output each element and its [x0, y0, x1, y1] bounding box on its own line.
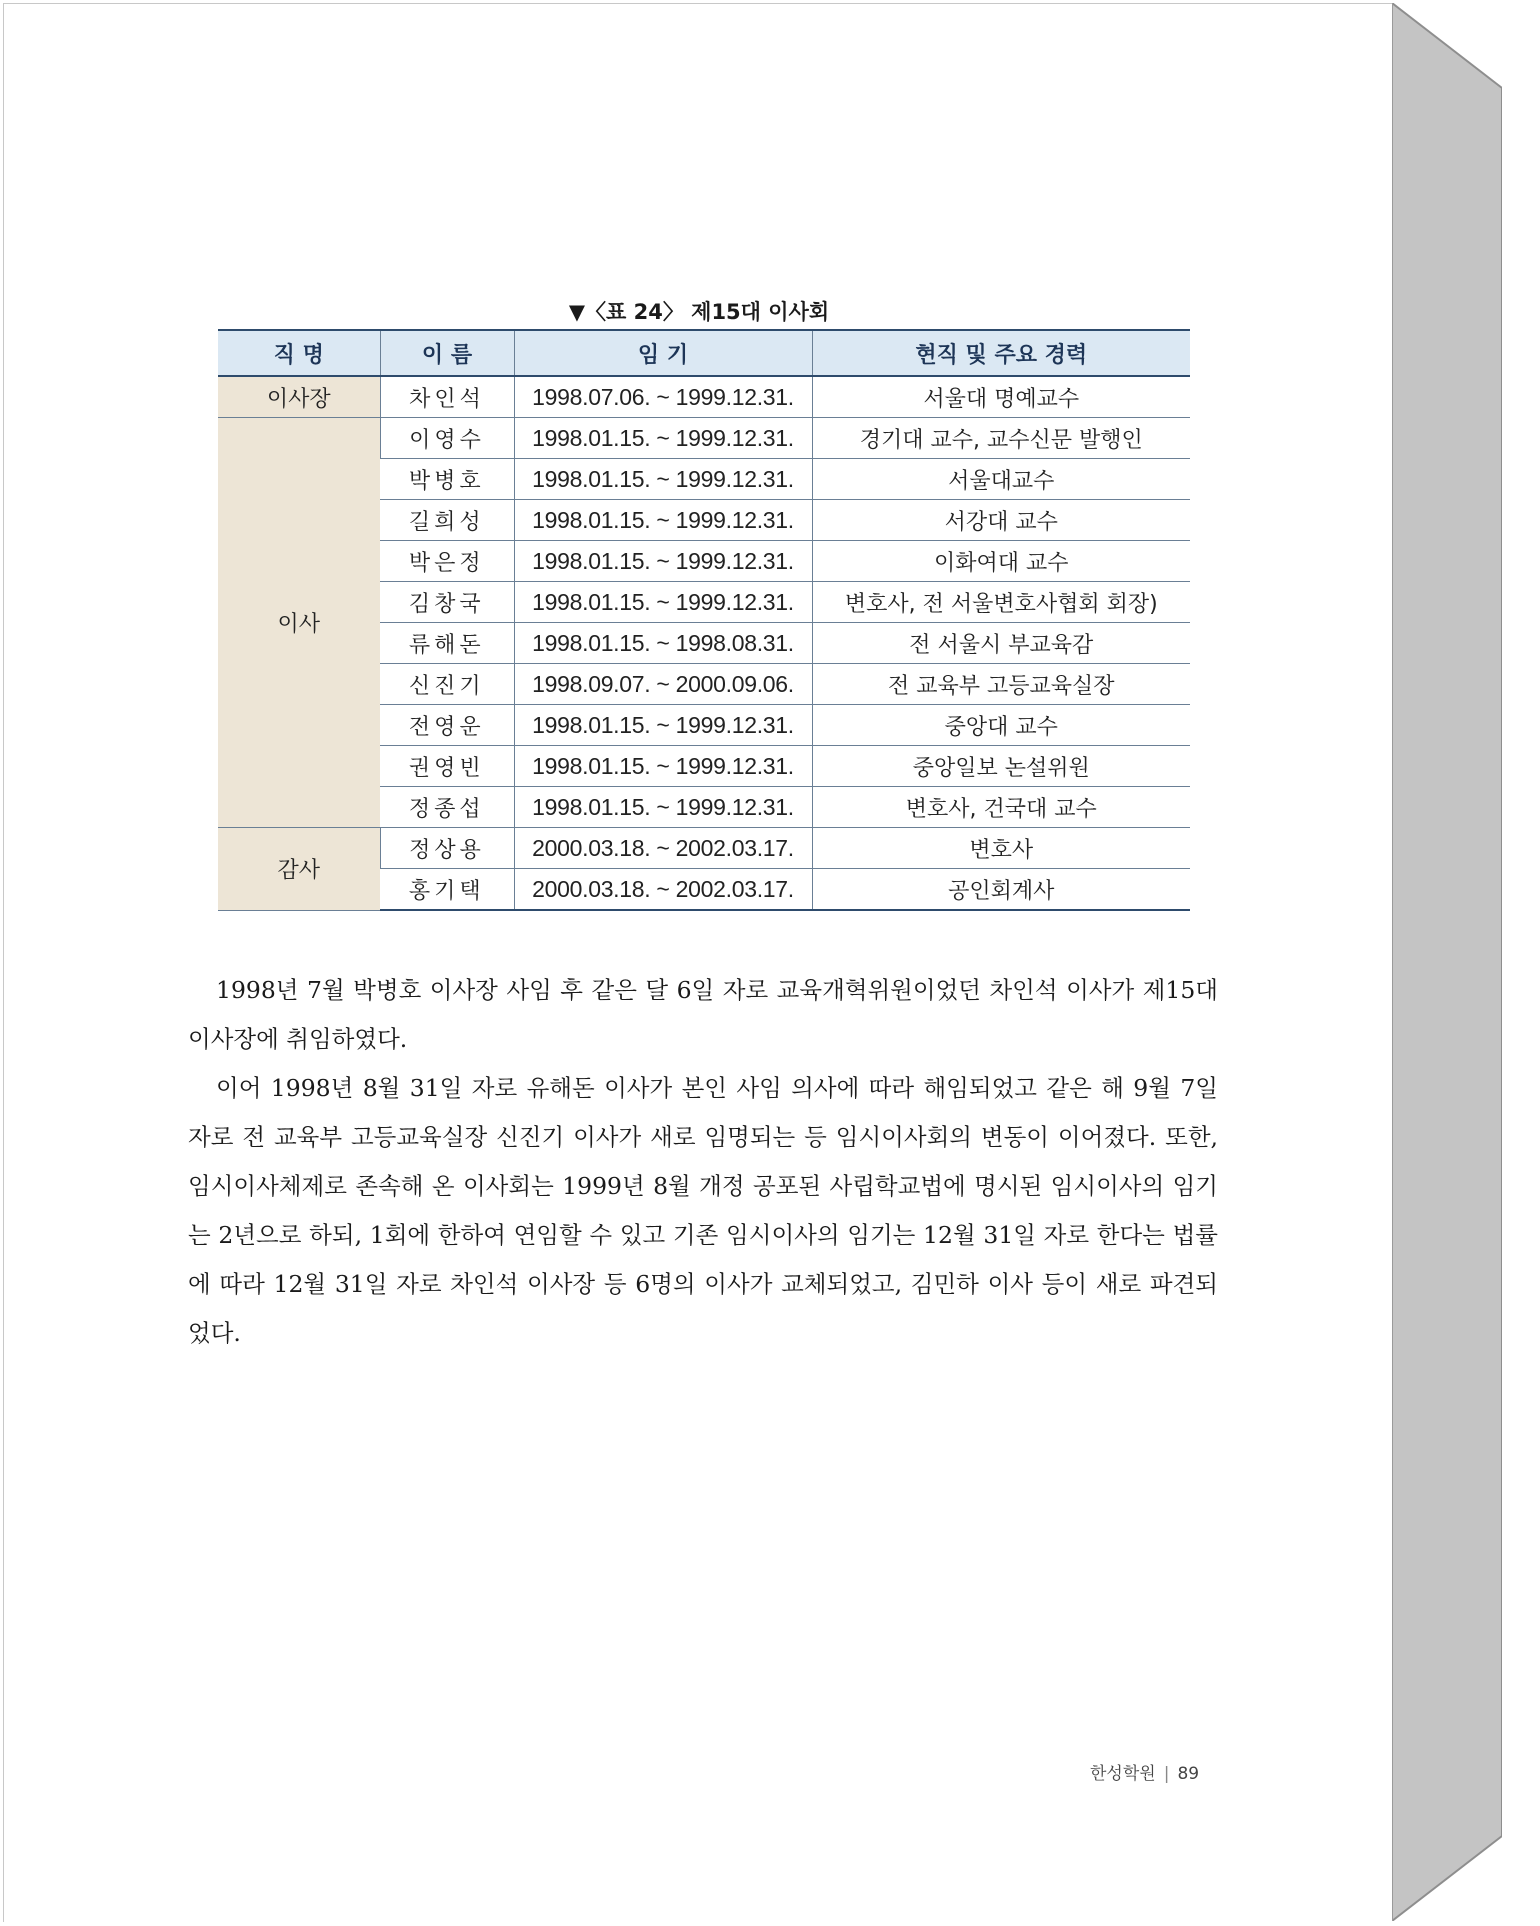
term-cell: 2000.03.18. ~ 2002.03.17.: [514, 828, 812, 869]
career-cell: 변호사, 건국대 교수: [812, 787, 1190, 828]
book-edge-decoration: [1392, 3, 1502, 1921]
term-cell: 1998.01.15. ~ 1999.12.31.: [514, 787, 812, 828]
term-cell: 1998.01.15. ~ 1999.12.31.: [514, 746, 812, 787]
term-cell: 1998.01.15. ~ 1999.12.31.: [514, 541, 812, 582]
position-cell: 이사: [218, 418, 380, 828]
header-career: 현직 및 주요 경력: [812, 330, 1190, 376]
name-cell: 전영운: [380, 705, 514, 746]
name-cell: 길희성: [380, 500, 514, 541]
career-cell: 변호사: [812, 828, 1190, 869]
name-cell: 홍기택: [380, 869, 514, 911]
page-number: 89: [1177, 1764, 1200, 1784]
position-cell: 이사장: [218, 376, 380, 418]
name-cell: 정종섭: [380, 787, 514, 828]
term-cell: 1998.01.15. ~ 1999.12.31.: [514, 705, 812, 746]
table-row: [218, 418, 1190, 459]
table-row: [218, 828, 1190, 869]
term-cell: 1998.01.15. ~ 1999.12.31.: [514, 500, 812, 541]
career-cell: 전 서울시 부교육감: [812, 623, 1190, 664]
term-cell: 1998.01.15. ~ 1999.12.31.: [514, 459, 812, 500]
page-footer: [1090, 1759, 1199, 1784]
name-cell: 정상용: [380, 828, 514, 869]
paragraph: 1998년 7월 박병호 이사장 사임 후 같은 달 6일 자로 교육개혁위원이었던 차인석 이사가 제15대 이사장에 취임하였다.: [188, 976, 1218, 1053]
table-caption: ▼〈표 24〉 제15대 이사회: [568, 300, 830, 324]
position-cell: 감사: [218, 828, 380, 911]
name-cell: 김창국: [380, 582, 514, 623]
career-cell: 중앙일보 논설위원: [812, 746, 1190, 787]
name-cell: 류해돈: [380, 623, 514, 664]
career-cell: 서강대 교수: [812, 500, 1190, 541]
career-cell: 중앙대 교수: [812, 705, 1190, 746]
term-cell: 1998.01.15. ~ 1999.12.31.: [514, 418, 812, 459]
term-cell: 1998.01.15. ~ 1998.08.31.: [514, 623, 812, 664]
career-cell: 서울대교수: [812, 459, 1190, 500]
name-cell: 신진기: [380, 664, 514, 705]
name-cell: 박병호: [380, 459, 514, 500]
name-cell: 이영수: [380, 418, 514, 459]
career-cell: 전 교육부 고등교육실장: [812, 664, 1190, 705]
term-cell: 1998.09.07. ~ 2000.09.06.: [514, 664, 812, 705]
name-cell: 권영빈: [380, 746, 514, 787]
term-cell: 1998.01.15. ~ 1999.12.31.: [514, 582, 812, 623]
career-cell: 변호사, 전 서울변호사협회 회장): [812, 582, 1190, 623]
body-text: [188, 966, 1218, 1358]
book-page: [3, 3, 1394, 1922]
header-name: 이 름: [380, 330, 514, 376]
footer-separator: |: [1163, 1764, 1170, 1784]
table-header-row: [218, 330, 1190, 376]
paragraph: 이어 1998년 8월 31일 자로 유해돈 이사가 본인 사임 의사에 따라 해임되었고 같은 해 9월 7일 자로 전 교육부 고등교육실장 신진기 이사가 새로 임명되는 등 임시이사회의 변동이 이어졌다. 또한, 임시이사체제로 존속해 온 이사회는 1999년 8월 개정 공포된 사립학교법에 명시된 임시이사의 임기는 2년으로 하되, 1회에 한하여 연임할 수 있고 기존 임시이사의 임기는 12월 31일 자로 한다는 법률에 따라 12월 31일 자로 차인석 이사장 등 6명의 이사가 교체되었고, 김민하 이사 등이 새로 파견되었다.: [188, 1074, 1218, 1347]
term-cell: 2000.03.18. ~ 2002.03.17.: [514, 869, 812, 911]
header-position: 직 명: [218, 330, 380, 376]
career-cell: 서울대 명예교수: [812, 376, 1190, 418]
board-members-table: [218, 329, 1190, 911]
name-cell: 차인석: [380, 376, 514, 418]
career-cell: 공인회계사: [812, 869, 1190, 911]
table-body: [218, 376, 1190, 910]
career-cell: 이화여대 교수: [812, 541, 1190, 582]
table-row: [218, 376, 1190, 418]
footer-book-title: 한성학원: [1090, 1764, 1156, 1784]
header-term: 임 기: [514, 330, 812, 376]
career-cell: 경기대 교수, 교수신문 발행인: [812, 418, 1190, 459]
name-cell: 박은정: [380, 541, 514, 582]
term-cell: 1998.07.06. ~ 1999.12.31.: [514, 376, 812, 418]
